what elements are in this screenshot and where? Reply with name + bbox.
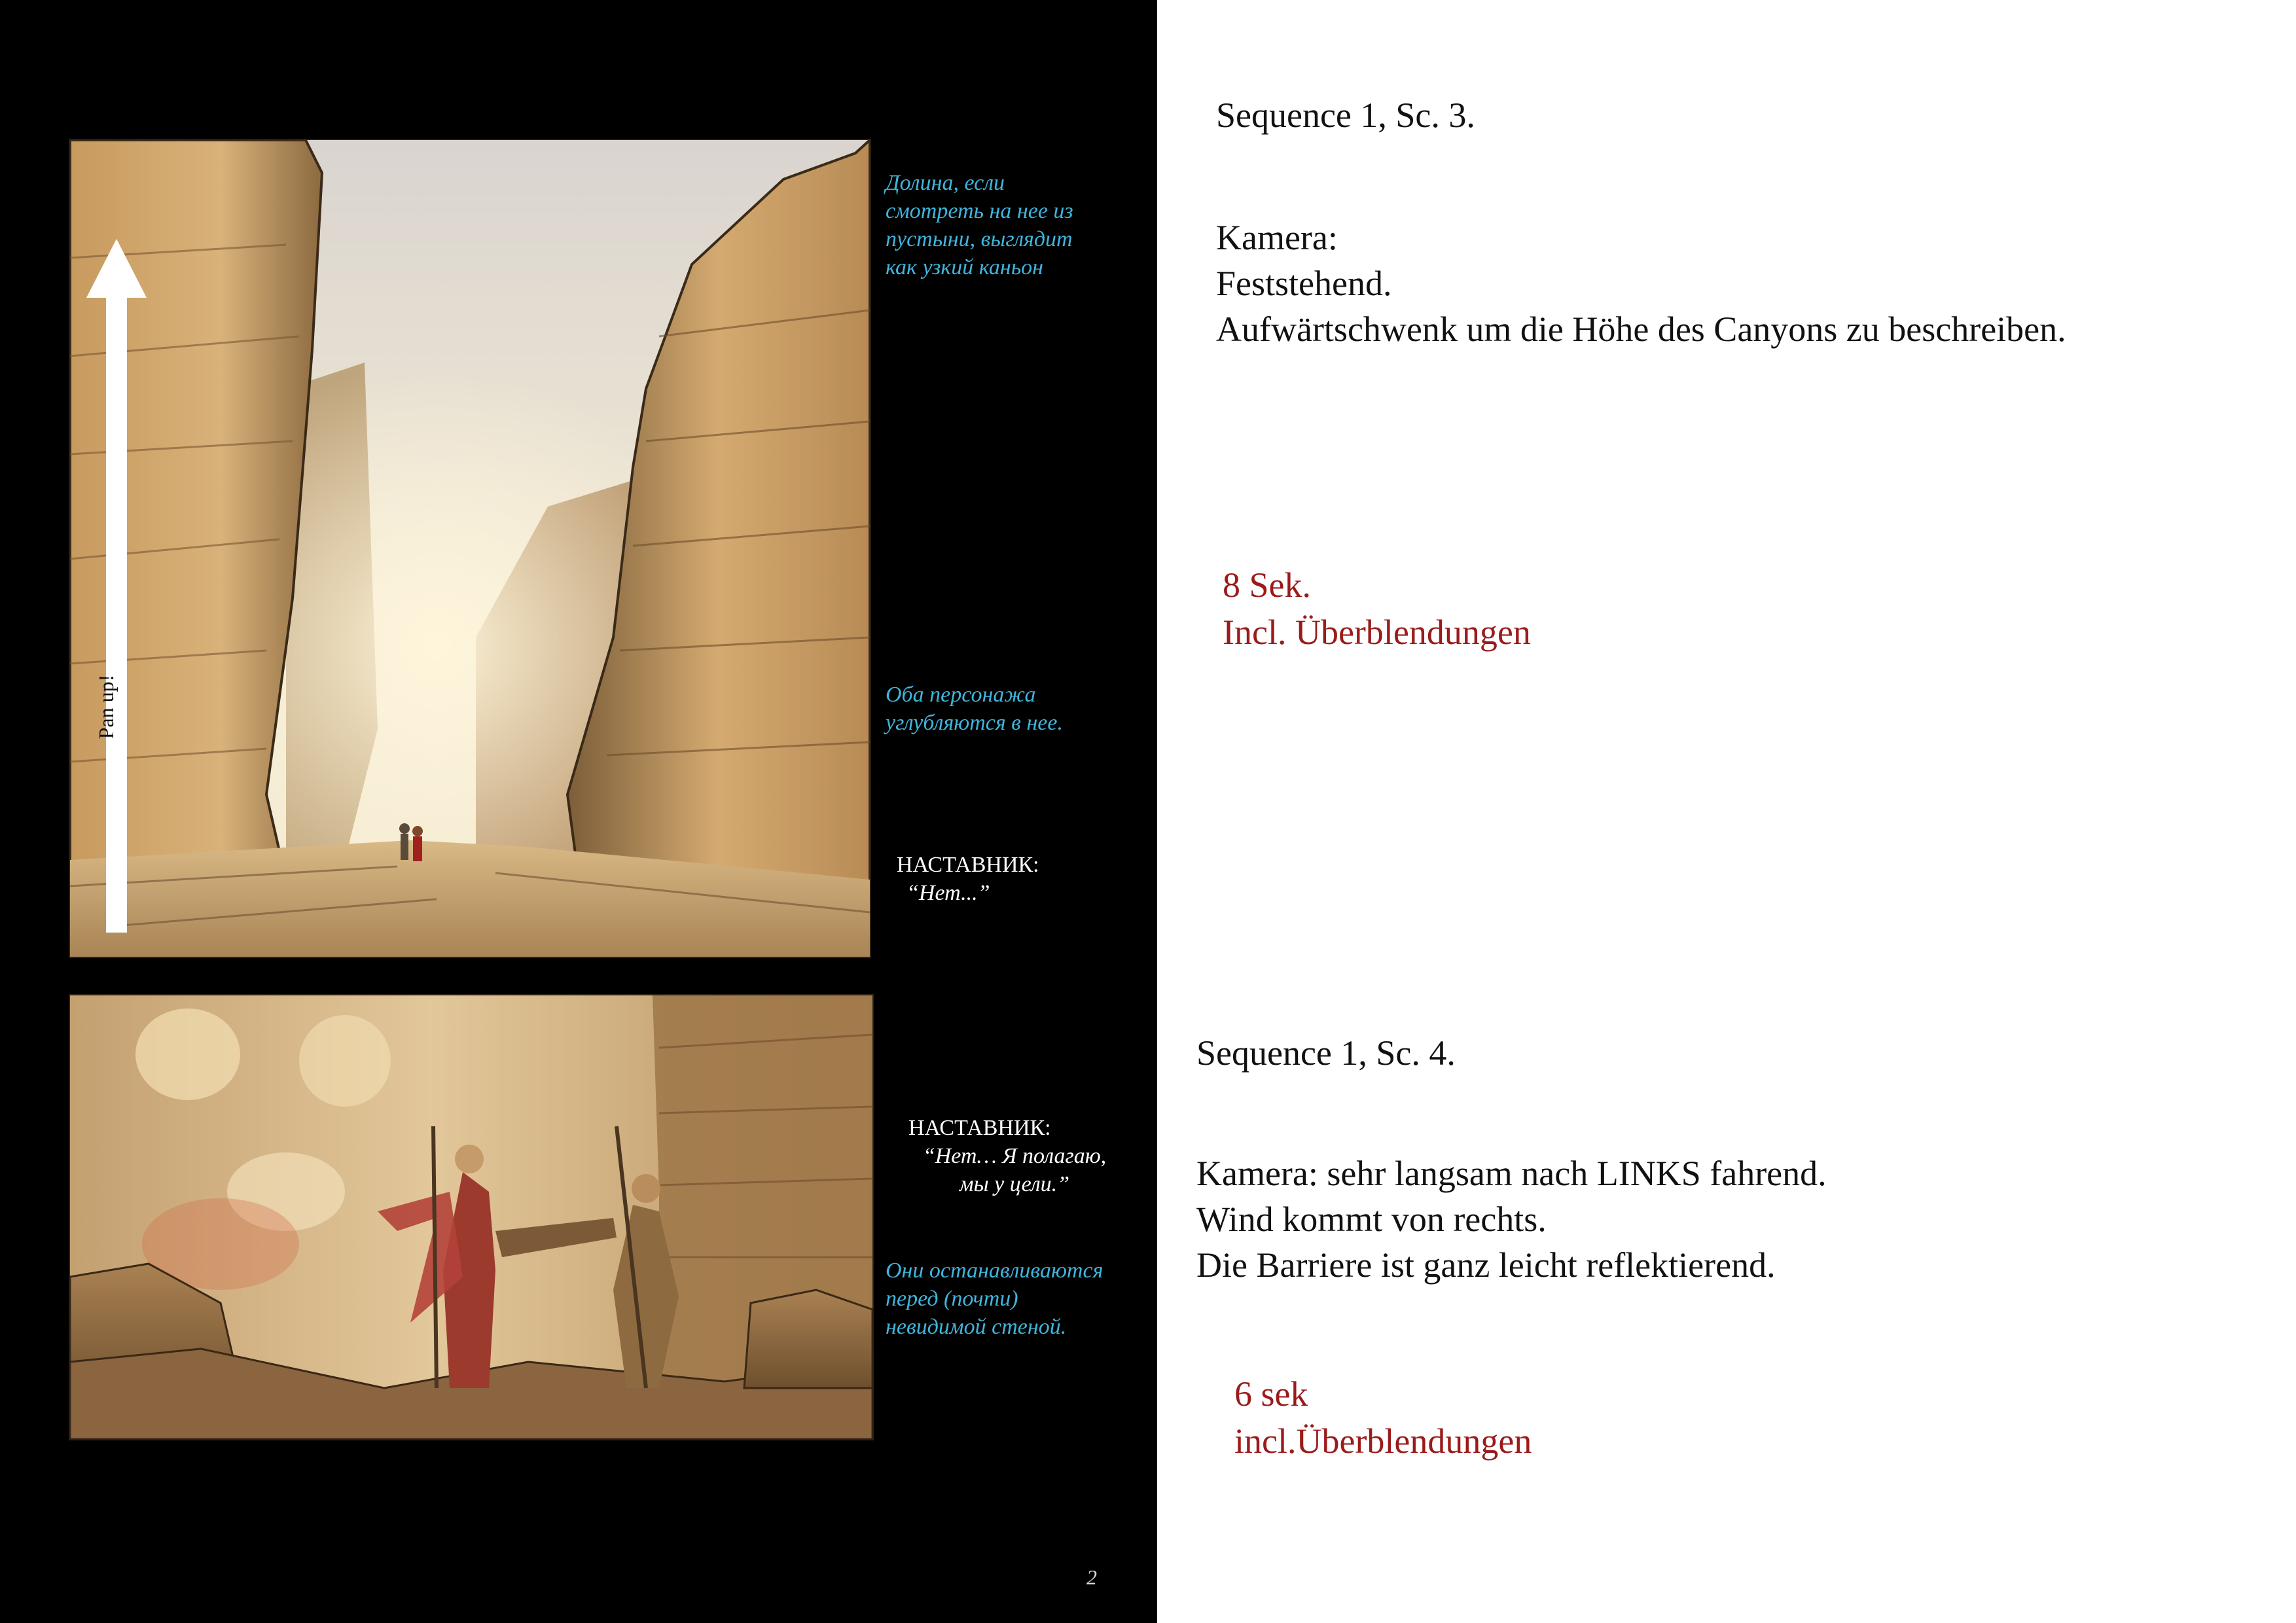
scene2-note: Они останавливаются перед (почти) невидимой стеной. — [886, 1258, 1103, 1339]
scene2-camera-line: Die Barriere ist ganz leicht reflektierend. — [1196, 1245, 1776, 1285]
storyboard-panel-barrier — [69, 994, 874, 1440]
scene1-camera-line: Aufwärtschwenk um die Höhe des Canyons zu beschreiben. — [1216, 310, 2066, 349]
scene2-timing-line: 6 sek — [1234, 1374, 1308, 1414]
scene2-timing-line: incl.Überblendungen — [1234, 1421, 1532, 1461]
scene2-heading: Sequence 1, Sc. 4. — [1196, 1033, 1456, 1073]
scene1-camera-notes — [1216, 215, 2066, 352]
canyon-illustration — [70, 140, 870, 957]
storyboard-panel-canyon — [69, 139, 871, 958]
page-number: 2 — [1086, 1565, 1097, 1589]
scene2-timing — [1234, 1370, 1532, 1465]
scene2-speaker: НАСТАВНИК: — [908, 1116, 1051, 1140]
scene1-speaker: НАСТАВНИК: — [897, 853, 1039, 877]
up-arrow-icon — [86, 239, 147, 933]
scene2-camera-line: Kamera: sehr langsam nach LINKS fahrend. — [1196, 1154, 1827, 1193]
scene1-quote: “Нет...” — [906, 881, 990, 905]
right-page-notes — [1157, 0, 2296, 1623]
scene1-timing-line: Incl. Überblendungen — [1223, 613, 1531, 652]
scene2-camera-line: Wind kommt von rechts. — [1196, 1200, 1547, 1239]
scene1-camera-line: Feststehend. — [1216, 264, 1392, 303]
scene1-heading: Sequence 1, Sc. 3. — [1216, 96, 1475, 135]
scene1-note-top: Долина, если смотреть на нее из пустыни, выглядит как узкий каньон — [886, 171, 1073, 279]
pan-up-label: Pan up! — [94, 674, 118, 740]
barrier-illustration — [70, 995, 872, 1439]
scene2-quote: “Нет… Я полагаю, мы у цели.” — [922, 1144, 1107, 1196]
scene2-camera-notes — [1196, 1150, 1827, 1288]
scene1-timing — [1223, 562, 1531, 656]
scene1-note-bottom: Оба персонажа углубляются в нее. — [886, 683, 1063, 735]
scene1-timing-line: 8 Sek. — [1223, 565, 1311, 605]
scene1-camera-line: Kamera: — [1216, 218, 1338, 257]
